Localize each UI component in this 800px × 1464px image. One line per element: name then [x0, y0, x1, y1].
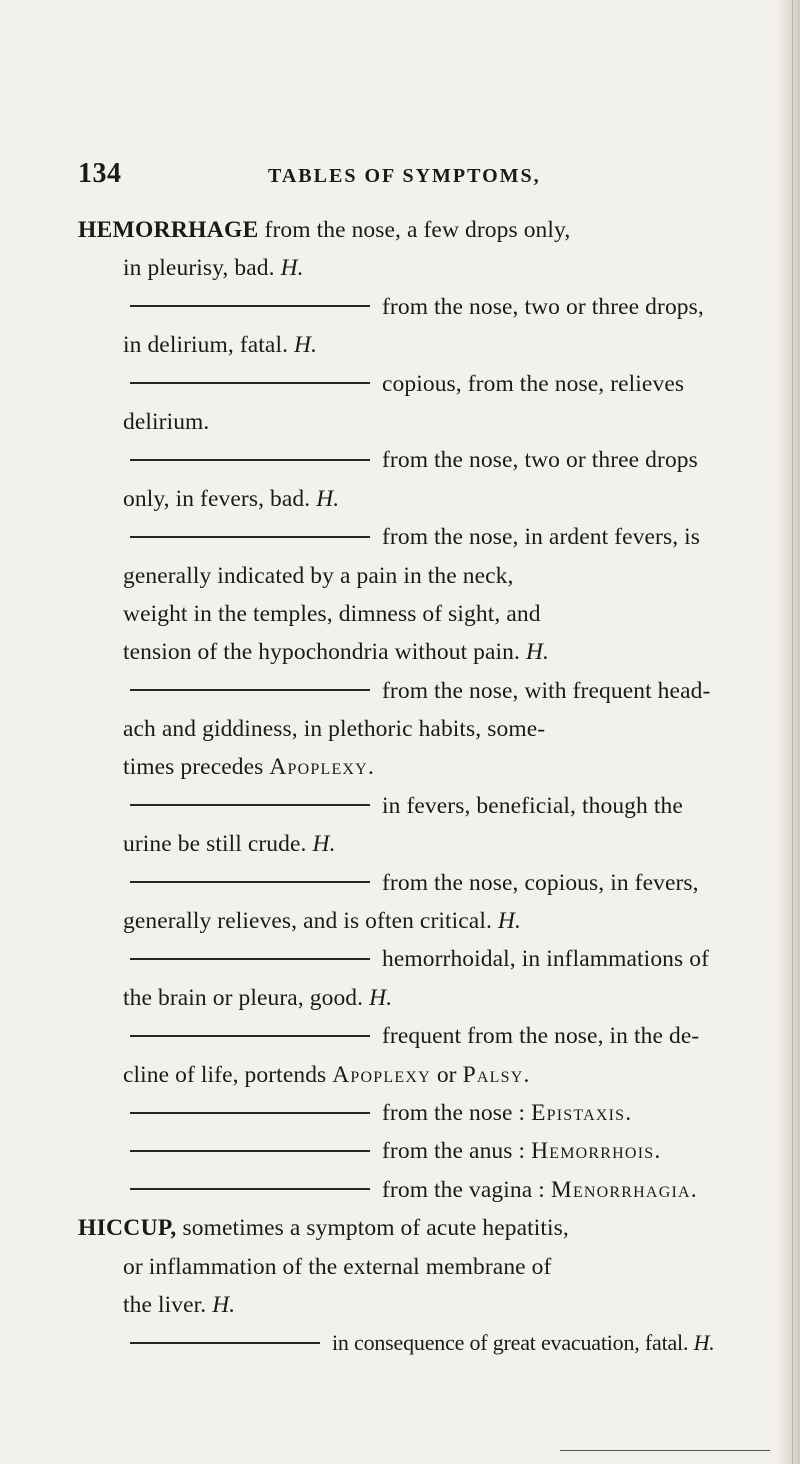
entry-line — [78, 1286, 728, 1324]
entry-line — [78, 1171, 728, 1209]
page-header — [78, 158, 718, 198]
body-text — [78, 211, 728, 1363]
entry-line — [78, 326, 728, 364]
entry-text: copious, from the nose, relieves — [382, 370, 685, 397]
entry-text: delirium. — [123, 408, 210, 435]
entry-text: from the nose, in ardent fevers, is — [382, 524, 701, 551]
ditto-dash — [130, 1112, 370, 1114]
entry-text: in consequence of great evacuation, fatal. — [332, 1330, 694, 1356]
entry-line — [78, 365, 728, 403]
entry-text: the brain or pleura, good. — [123, 984, 370, 1011]
entry-text: ach and giddiness, in plethoric habits, some- — [123, 716, 546, 743]
entry-text: from the nose : — [382, 1099, 532, 1126]
entry-text: cline of life, portends — [123, 1061, 333, 1088]
entry-text: or — [430, 1061, 463, 1088]
citation: H. — [525, 639, 550, 666]
cross-reference: Epistaxis. — [531, 1099, 633, 1126]
citation: H. — [280, 255, 304, 282]
entry-text: hemorrhoidal, in inflammations of — [382, 946, 710, 973]
entry-line — [78, 595, 728, 633]
ditto-dash — [130, 1342, 320, 1344]
citation: H. — [369, 984, 393, 1011]
entry-line — [78, 710, 728, 748]
page-number: 134 — [78, 158, 122, 189]
cross-reference: Apoplexy. — [269, 754, 376, 781]
running-head: TABLES OF SYMPTOMS, — [268, 165, 541, 187]
entry-text: generally indicated by a pain in the neck, — [123, 562, 514, 589]
entry-line — [78, 1017, 728, 1055]
entry-line — [78, 672, 728, 710]
entry-line — [78, 249, 728, 287]
entry-line — [78, 211, 728, 249]
entry-text: in delirium, fatal. — [123, 332, 295, 359]
ditto-dash — [130, 689, 370, 691]
entry-line — [78, 403, 728, 441]
entry-text: or inflammation of the external membrane of — [123, 1253, 552, 1280]
cross-reference: Palsy. — [462, 1061, 531, 1088]
citation: H. — [294, 332, 318, 359]
ditto-dash — [130, 1150, 370, 1152]
entry-text: from the nose, a few drops only, — [258, 217, 571, 243]
citation: H. — [312, 831, 336, 858]
entry-text: from the nose, two or three drops, — [382, 293, 704, 320]
ditto-dash — [130, 459, 370, 461]
entry-line — [78, 825, 728, 863]
entry-text: from the nose, copious, in fevers, — [382, 869, 699, 896]
entry-text: sometimes a symptom of acute hepatitis, — [176, 1215, 569, 1242]
entry-text: from the vagina : — [382, 1176, 551, 1203]
entry-text: urine be still crude. — [123, 831, 313, 858]
entry-line — [78, 1132, 728, 1170]
entry-line — [78, 480, 728, 518]
page-edge — [778, 0, 800, 1464]
entry-line — [78, 748, 728, 786]
ditto-dash — [130, 804, 370, 806]
entry-line — [78, 1248, 728, 1286]
entry-line — [78, 1056, 728, 1094]
entry-text: weight in the temples, dimness of sight, and — [123, 600, 541, 627]
entry-text: from the nose, with frequent head- — [382, 677, 711, 704]
entry-text: the liver. — [123, 1291, 213, 1318]
entry-line — [78, 864, 728, 902]
ditto-dash — [130, 958, 370, 960]
bottom-rule — [560, 1450, 770, 1451]
entry-text: generally relieves, and is often critical. — [123, 908, 498, 935]
cross-reference: Menorrhagia. — [550, 1176, 698, 1203]
entry-text: times precedes — [123, 754, 270, 781]
entry-text: in fevers, beneficial, though the — [382, 792, 683, 819]
entry-headword: HICCUP, — [78, 1215, 177, 1242]
ditto-dash — [130, 1035, 370, 1037]
ditto-dash — [130, 881, 370, 883]
entry-line — [78, 288, 728, 326]
entry-headword: HEMORRHAGE — [78, 217, 259, 243]
entry-text: tension of the hypochondria without pain. — [123, 639, 526, 666]
ditto-dash — [130, 1188, 370, 1190]
ditto-dash — [130, 382, 370, 384]
entry-line — [78, 902, 728, 940]
ditto-dash — [130, 305, 370, 307]
entry-text: only, in fevers, bad. — [123, 485, 317, 512]
entry-line — [78, 787, 728, 825]
entry-text: from the nose, two or three drops — [382, 447, 698, 474]
citation: H. — [497, 908, 521, 935]
citation: H. — [693, 1330, 715, 1356]
entry-line — [78, 518, 728, 556]
entry-line — [78, 979, 728, 1017]
entry-line — [78, 1209, 728, 1247]
entry-text: from the anus : — [382, 1138, 532, 1165]
entry-line — [78, 1324, 728, 1362]
entry-line — [78, 557, 728, 595]
entry-line — [78, 1094, 728, 1132]
entry-line — [78, 441, 728, 479]
citation: H. — [212, 1291, 236, 1318]
citation: H. — [316, 485, 340, 512]
entry-line — [78, 940, 728, 978]
cross-reference: Apoplexy — [332, 1061, 431, 1088]
entry-text: in pleurisy, bad. — [123, 255, 281, 282]
ditto-dash — [130, 536, 370, 538]
entry-text: frequent from the nose, in the de- — [382, 1023, 700, 1050]
entry-line — [78, 633, 728, 671]
cross-reference: Hemorrhois. — [531, 1138, 662, 1165]
